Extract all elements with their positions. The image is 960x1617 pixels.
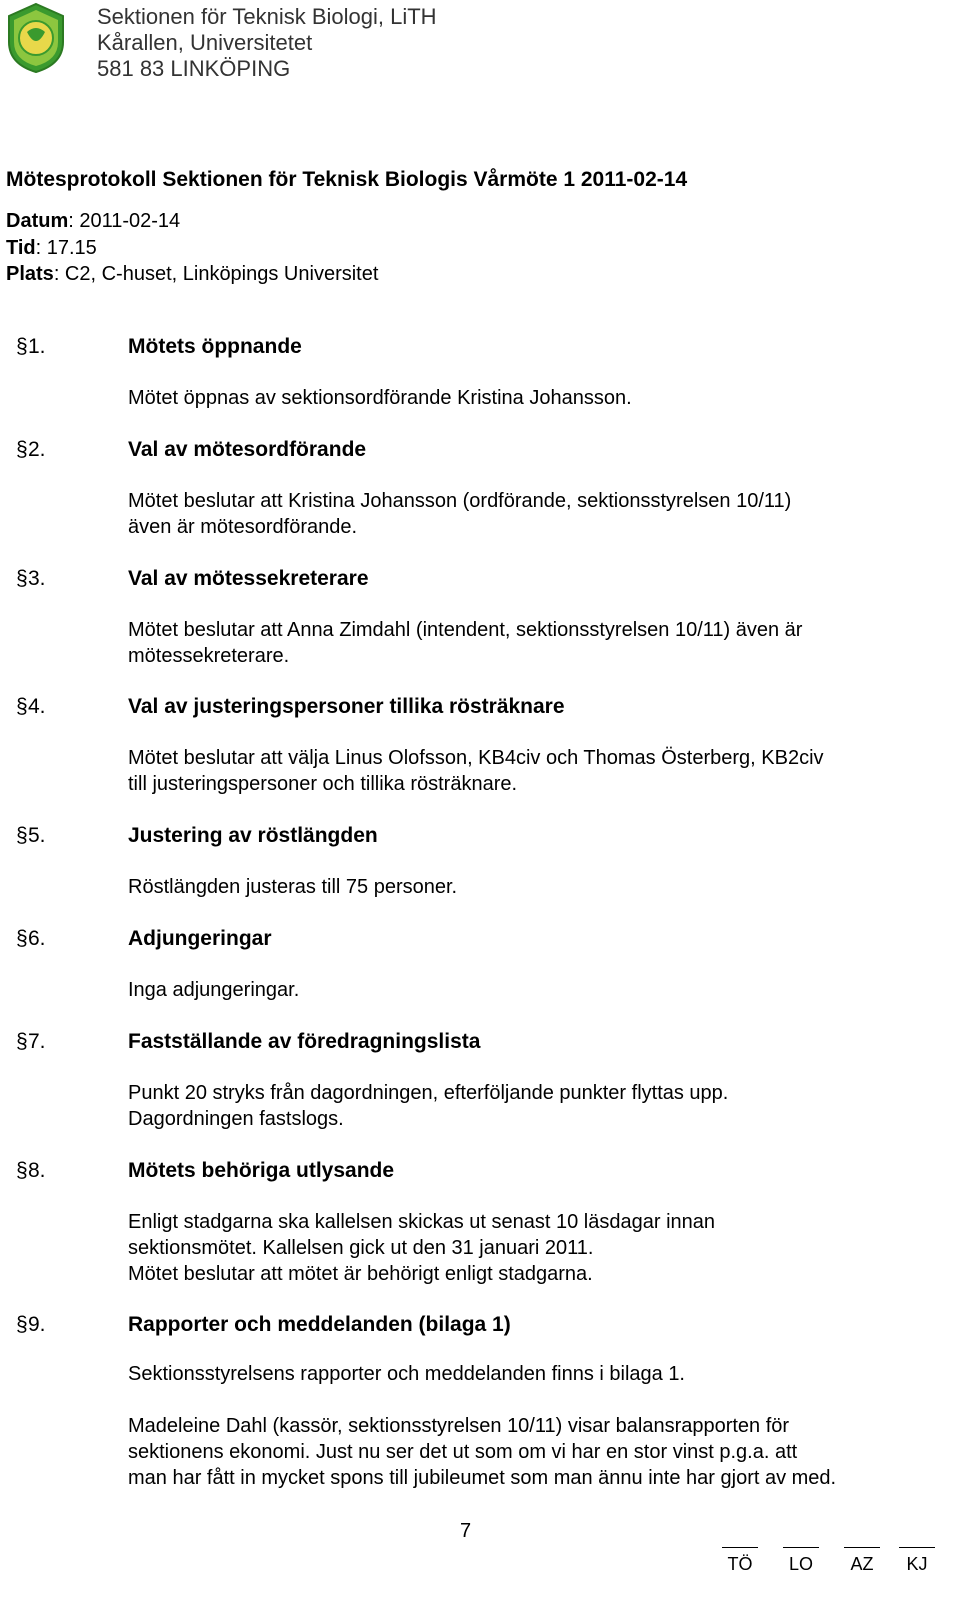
org-address: Kårallen, Universitetet bbox=[97, 30, 313, 55]
agenda-item-body bbox=[128, 488, 791, 540]
body-line: man har fått in mycket spons till jubileumet som man ännu inte har gjort av med. bbox=[128, 1467, 837, 1489]
agenda-item bbox=[6, 1311, 946, 1489]
meta-place-value: : C2, C-huset, Linköpings Universitet bbox=[53, 263, 379, 285]
section-symbol: § bbox=[16, 824, 28, 847]
body-line: Mötet beslutar att Kristina Johansson (ordförande, sektionsstyrelsen 10/11) bbox=[128, 490, 792, 512]
agenda-item-number: 8. bbox=[28, 1159, 46, 1182]
agenda-item-heading: Justering av röstlängden bbox=[128, 824, 378, 847]
agenda-item bbox=[6, 925, 946, 1001]
agenda-item-header bbox=[6, 1028, 946, 1056]
section-symbol: § bbox=[16, 927, 28, 950]
body-line: Punkt 20 stryks från dagordningen, efterföljande punkter flyttas upp. bbox=[128, 1082, 729, 1104]
agenda-item-heading: Val av justeringspersoner tillika rösträknare bbox=[128, 695, 565, 718]
org-logo bbox=[5, 2, 67, 74]
org-postal: 581 83 LINKÖPING bbox=[97, 56, 291, 81]
body-line: Röstlängden justeras till 75 personer. bbox=[128, 876, 458, 898]
agenda-item-body bbox=[128, 1209, 715, 1287]
agenda-item-body bbox=[128, 385, 632, 411]
meta-date-label: Datum bbox=[6, 210, 69, 232]
body-line: Inga adjungeringar. bbox=[128, 979, 300, 1001]
agenda-item-heading: Mötets behöriga utlysande bbox=[128, 1159, 395, 1182]
agenda-item-body bbox=[128, 874, 457, 900]
agenda-item-body bbox=[128, 1361, 685, 1387]
agenda-item bbox=[6, 436, 946, 538]
agenda-item-heading: Rapporter och meddelanden (bilaga 1) bbox=[128, 1313, 511, 1336]
agenda-item-heading: Val av mötessekreterare bbox=[128, 567, 369, 590]
section-symbol: § bbox=[16, 695, 28, 718]
body-line: Madeleine Dahl (kassör, sektionsstyrelsen 10/11) visar balansrapporten för bbox=[128, 1415, 790, 1437]
body-line: även är mötesordförande. bbox=[128, 516, 358, 538]
agenda-item bbox=[6, 693, 946, 795]
initials-text: LO bbox=[788, 1554, 813, 1574]
agenda-item-header bbox=[6, 436, 946, 464]
agenda-item bbox=[6, 333, 946, 409]
agenda-item-number: 5. bbox=[28, 824, 46, 847]
section-symbol: § bbox=[16, 438, 28, 461]
body-line: Enligt stadgarna ska kallelsen skickas ut senast 10 läsdagar innan bbox=[128, 1211, 716, 1233]
meta-time bbox=[6, 235, 378, 262]
agenda-item-number: 3. bbox=[28, 567, 46, 590]
initials-text: TÖ bbox=[727, 1554, 753, 1574]
agenda-item-number: 6. bbox=[28, 927, 46, 950]
initials-field bbox=[895, 1547, 939, 1575]
body-line: Mötet beslutar att mötet är behörigt enligt stadgarna. bbox=[128, 1263, 593, 1285]
agenda-item bbox=[6, 565, 946, 667]
body-line: Mötet beslutar att Anna Zimdahl (intendent, sektionsstyrelsen 10/11) även är bbox=[128, 619, 803, 641]
agenda-item-heading: Mötets öppnande bbox=[128, 335, 302, 358]
body-line: till justeringspersoner och tillika rösträknare. bbox=[128, 773, 518, 795]
agenda-item bbox=[6, 1028, 946, 1130]
body-line: sektionens ekonomi. Just nu ser det ut som om vi har en stor vinst p.g.a. att bbox=[128, 1441, 798, 1463]
agenda-item-header bbox=[6, 822, 946, 850]
signature-line bbox=[783, 1547, 819, 1548]
meta-date-value: : 2011-02-14 bbox=[68, 210, 181, 232]
initials-text: AZ bbox=[850, 1554, 874, 1574]
agenda-item bbox=[6, 1157, 946, 1285]
document-title: Mötesprotokoll Sektionen för Teknisk Biologis Vårmöte 1 2011-02-14 bbox=[6, 168, 688, 191]
initials-field bbox=[779, 1547, 823, 1575]
agenda-item-header bbox=[6, 1157, 946, 1185]
agenda-item-body bbox=[128, 977, 299, 1003]
meta-place-label: Plats bbox=[6, 263, 54, 285]
meeting-meta bbox=[6, 208, 378, 288]
body-line: Dagordningen fastslogs. bbox=[128, 1108, 344, 1130]
agenda-item-number: 4. bbox=[28, 695, 46, 718]
agenda-item-body bbox=[128, 617, 802, 669]
org-header bbox=[97, 4, 437, 82]
body-line: sektionsmötet. Kallelsen gick ut den 31 januari 2011. bbox=[128, 1237, 594, 1259]
agenda-item-header bbox=[6, 565, 946, 593]
meta-time-value: : 17.15 bbox=[35, 236, 97, 259]
agenda-item-number: 1. bbox=[28, 335, 46, 358]
agenda-item-heading: Val av mötesordförande bbox=[128, 438, 367, 461]
agenda-item-body bbox=[128, 1413, 836, 1491]
agenda-item-body bbox=[128, 1080, 728, 1132]
signature-line bbox=[722, 1547, 758, 1548]
page-number: 7 bbox=[460, 1520, 472, 1542]
body-line: Mötet öppnas av sektionsordförande Kristina Johansson. bbox=[128, 387, 632, 409]
section-symbol: § bbox=[16, 1030, 28, 1053]
agenda-item-number: 7. bbox=[28, 1030, 46, 1053]
agenda-item-number: 2. bbox=[28, 438, 46, 461]
body-line: mötessekreterare. bbox=[128, 645, 290, 667]
body-line: Mötet beslutar att välja Linus Olofsson, KB4civ och Thomas Österberg, KB2civ bbox=[128, 747, 824, 769]
agenda-item-header bbox=[6, 925, 946, 953]
agenda-item bbox=[6, 822, 946, 898]
meta-time-label: Tid bbox=[6, 236, 36, 259]
initials-text: KJ bbox=[906, 1554, 928, 1574]
agenda-item-number: 9. bbox=[28, 1313, 46, 1336]
agenda-item-body bbox=[128, 745, 824, 797]
section-symbol: § bbox=[16, 1159, 28, 1182]
signature-line bbox=[899, 1547, 935, 1548]
meta-date bbox=[6, 208, 378, 235]
section-symbol: § bbox=[16, 1313, 28, 1336]
section-symbol: § bbox=[16, 567, 28, 590]
meta-place bbox=[6, 261, 378, 288]
signature-line bbox=[844, 1547, 880, 1548]
agenda-item-heading: Adjungeringar bbox=[128, 927, 272, 950]
org-name: Sektionen för Teknisk Biologi, LiTH bbox=[97, 4, 437, 29]
agenda-item-heading: Fastställande av föredragningslista bbox=[128, 1030, 481, 1053]
agenda-item-header bbox=[6, 333, 946, 361]
initials-field bbox=[718, 1547, 762, 1575]
agenda-item-header bbox=[6, 1311, 946, 1339]
initials-field bbox=[840, 1547, 884, 1575]
body-line: Sektionsstyrelsens rapporter och meddelanden finns i bilaga 1. bbox=[128, 1363, 685, 1385]
section-symbol: § bbox=[16, 335, 28, 358]
agenda-item-header bbox=[6, 693, 946, 721]
